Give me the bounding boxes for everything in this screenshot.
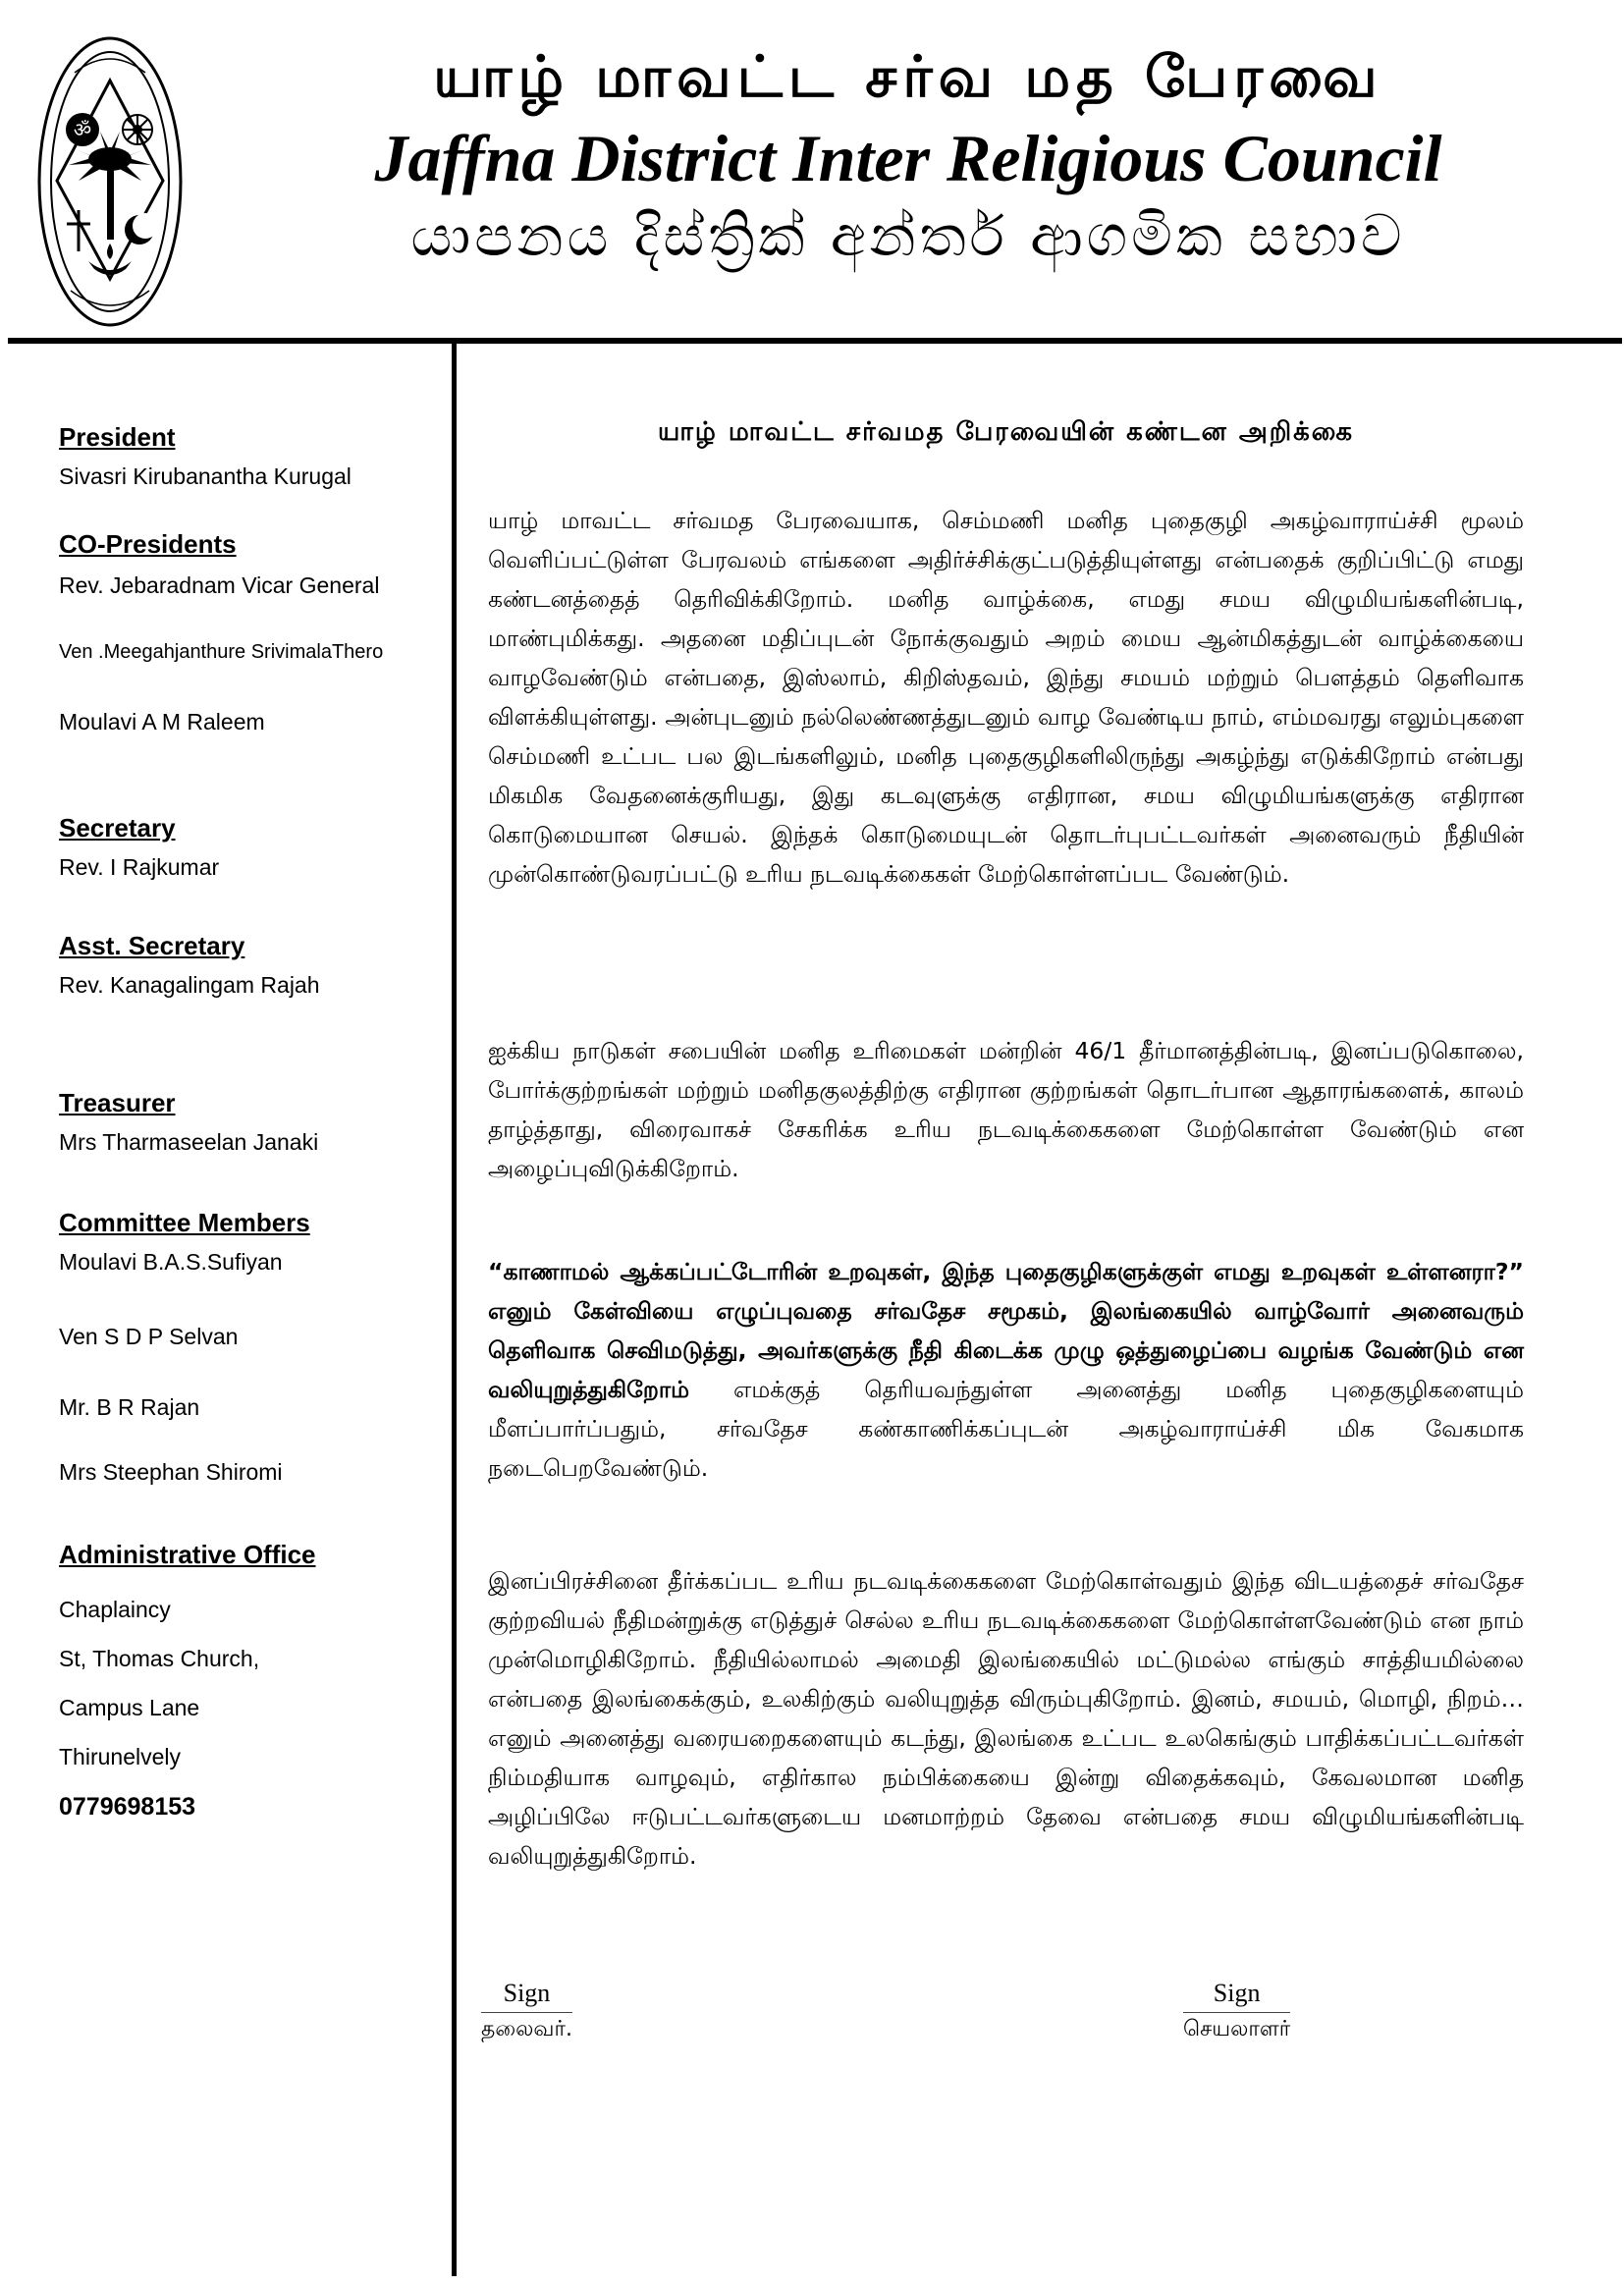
- sign-label-right: Sign: [1183, 1979, 1290, 2013]
- office-line-1: Chaplaincy: [59, 1597, 171, 1622]
- dharma-wheel-icon: [123, 115, 152, 144]
- secretary-heading: Secretary: [59, 813, 176, 843]
- president-name: Sivasri Kirubanantha Kurugal: [59, 463, 352, 489]
- paragraph-4: இனப்பிரச்சினை தீர்க்கப்பட உரிய நடவடிக்கைகளை மேற்கொள்வதும் இந்த விடயத்தைச் சர்வதேச குற்றவியல் நீதிமன்றுக்கு எடுத்துச் செல்ல உரிய நடவடிக்கைகளை மேற்கொள்ளவேண்டும் என நாம் முன்மொழிகிறோம். நீதியில்லாமல் அமைதி இலங்கையில் மட்டுமல்ல எங்கும் சாத்தியமில்லை என்பதை இலங்கைக்கும், உலகிற்கும் வலியுறுத்த விரும்புகிறோம். இனம், சமயம், மொழி, நிறம்… எனும் அனைத்து வரையறைகளையும் கடந்து, இலங்கை உட்பட உலகெங்கும் பாதிக்கப்பட்டவர்கள் நிம்மதியாக வாழவும், எதிர்கால நம்பிக்கையை இன்று விதைக்கவும், கேவலமான மனித அழிப்பிலே ஈடுபட்டவர்களுடைய மனமாற்றம் தேவை என்பதை சமய விழுமியங்களின்படி வலியுறுத்துகிறோம்.: [488, 1567, 1524, 1870]
- title-sinhala: යාපනය දිස්ත්‍රික් අන්තර් ආගමික සභාව: [410, 202, 1406, 269]
- committee-member-1: Moulavi B.A.S.Sufiyan: [59, 1249, 283, 1275]
- paragraph-3-rest: எமக்குத் தெரியவந்துள்ள அனைத்து மனித புதைகுழிகளையும் மீளப்பார்ப்பதும், சர்வதேச கண்காணிக்கப்புடன் அகழ்வாராய்ச்சி மிக வேகமாக நடைபெறவேண்டும்.: [488, 1376, 1524, 1482]
- copresidents-heading: CO-Presidents: [59, 529, 237, 559]
- title-english: Jaffna District Inter Religious Council: [374, 121, 1442, 195]
- statement-title: யாழ் மாவட்ட சர்வமத பேரவையின் கண்டன அறிக்கை: [658, 417, 1354, 447]
- sign-label-left: Sign: [481, 1979, 572, 2013]
- office-line-3: Campus Lane: [59, 1695, 200, 1720]
- paragraph-3-emphasis: “காணாமல் ஆக்கப்பட்டோரின் உறவுகள், இந்த புதைகுழிகளுக்குள் எமது உறவுகள் உள்ளனரா?” எனும் கேள்வியை எழுப்புவதை சர்வதேச சமூகம், இலங்கையில் வாழ்வோர் அனைவரும் தெளிவாக செவிமடுத்து, அவர்களுக்கு நீதி கிடைக்க முழு ஒத்துழைப்பை வழங்க வேண்டும் என வலியுறுத்துகிறோம்: [488, 1258, 1524, 1403]
- office-line-2: St, Thomas Church,: [59, 1646, 260, 1671]
- svg-text:ॐ: ॐ: [73, 118, 92, 141]
- secretary-name: Rev. I Rajkumar: [59, 854, 220, 880]
- committee-member-2: Ven S D P Selvan: [59, 1324, 239, 1349]
- copresident-1: Rev. Jebaradnam Vicar General: [59, 572, 380, 598]
- council-logo: [35, 33, 185, 330]
- role-president: தலைவர்.: [481, 2017, 572, 2041]
- paragraph-2: ஐக்கிய நாடுகள் சபையின் மனித உரிமைகள் மன்றின் 46/1 தீர்மானத்தின்படி, இனப்படுகொலை, போர்க்குற்றங்கள் மற்றும் மனிதகுலத்திற்கு எதிரான குற்றங்கள் தொடர்பான ஆதாரங்களைக், காலம் தாழ்த்தாது, விரைவாகச் சேகரிக்க உரிய நடவடிக்கைகளை மேற்கொள்ள வேண்டும் என அழைப்புவிடுக்கிறோம்.: [488, 1037, 1524, 1182]
- office-heading: Administrative Office: [59, 1540, 316, 1569]
- header-divider: [8, 338, 1622, 344]
- committee-member-3: Mr. B R Rajan: [59, 1394, 200, 1420]
- committee-member-4: Mrs Steephan Shiromi: [59, 1459, 283, 1485]
- asst-secretary-name: Rev. Kanagalingam Rajah: [59, 972, 320, 998]
- treasurer-heading: Treasurer: [59, 1088, 176, 1117]
- signature-secretary: [1183, 1979, 1290, 2044]
- copresident-2: Ven .Meegahjanthure SrivimalaThero: [59, 641, 384, 663]
- treasurer-name: Mrs Tharmaseelan Janaki: [59, 1129, 319, 1155]
- sidebar-divider: [452, 344, 457, 2276]
- signature-president: [481, 1979, 572, 2044]
- paragraph-3: [488, 1252, 1524, 1488]
- committee-heading: Committee Members: [59, 1208, 310, 1237]
- office-phone: 0779698153: [59, 1793, 196, 1821]
- om-icon: [66, 113, 99, 146]
- president-heading: President: [59, 422, 176, 452]
- paragraph-1: யாழ் மாவட்ட சர்வமத பேரவையாக, செம்மணி மனித புதைகுழி அகழ்வாராய்ச்சி மூலம் வெளிப்பட்டுள்ள பேரவலம் எங்களை அதிர்ச்சிக்குட்படுத்தியுள்ளது என்பதைக் குறிப்பிட்டு எமது கண்டனத்தைத் தெரிவிக்கிறோம். மனித வாழ்க்கை, எமது சமய விழுமியங்களின்படி, மாண்புமிக்கது. அதனை மதிப்புடன் நோக்குவதும் அறம் மைய ஆன்மிகத்துடன் வாழ்க்கையை வாழவேண்டும் என்பதை, இஸ்லாம், கிறிஸ்தவம், இந்து சமயம் மற்றும் பௌத்தம் தெளிவாக விளக்கியுள்ளது. அன்புடனும் நல்லெண்ணத்துடனும் வாழ வேண்டிய நாம், எம்மவரது எலும்புகளை செம்மணி உட்பட பல இடங்களிலும், மனித புதைகுழிகளிலிருந்து அகழ்ந்து எடுக்கிறோம் என்பது மிகமிக வேதனைக்குரியது, இது கடவுளுக்கு எதிரான, சமய விழுமியங்களுக்கு எதிரான கொடுமையான செயல். இந்தக் கொடுமையுடன் தொடர்புபட்டவர்கள் அனைவரும் நீதியின் முன்கொண்டுவரப்பட்டு உரிய நடவடிக்கைகள் மேற்கொள்ளப்பட வேண்டும்.: [488, 507, 1524, 888]
- role-secretary: செயலாளர்: [1183, 2017, 1291, 2041]
- office-line-4: Thirunelvely: [59, 1744, 181, 1769]
- asst-secretary-heading: Asst. Secretary: [59, 931, 245, 960]
- title-tamil: யாழ் மாவட்ட சர்வ மத பேரவை: [433, 43, 1383, 110]
- copresident-3: Moulavi A M Raleem: [59, 709, 265, 734]
